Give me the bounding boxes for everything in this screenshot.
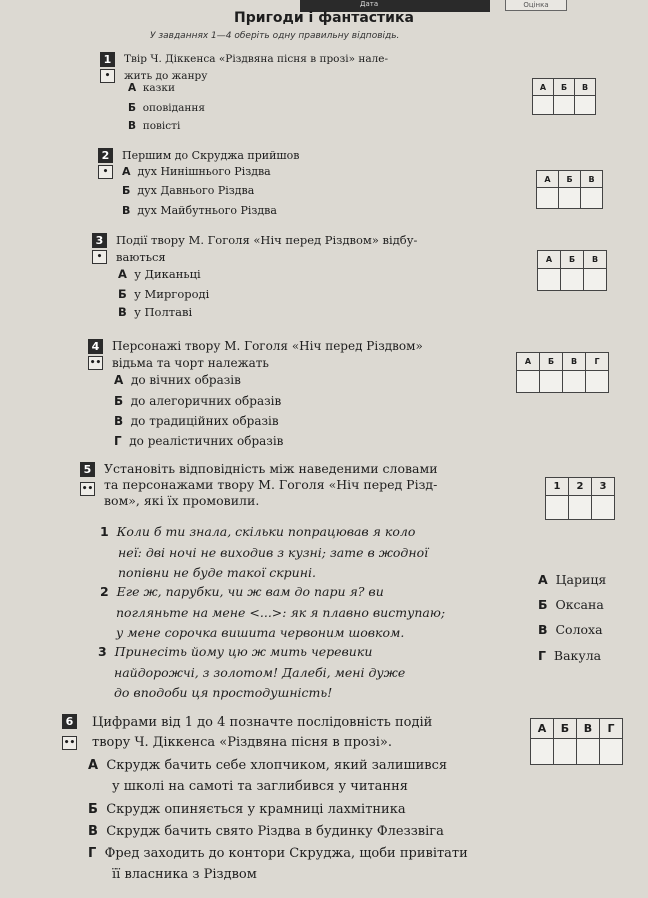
answer-grid-5: 1 2 3	[545, 477, 615, 520]
answer-cell[interactable]	[581, 188, 603, 209]
option-c: В у Полтаві	[118, 305, 193, 319]
answer-cell[interactable]	[538, 269, 561, 291]
question-number: 2	[98, 148, 113, 163]
option-a: А дух Нинішнього Різдва	[122, 165, 271, 178]
answer-cell[interactable]	[577, 739, 600, 765]
answer-cell[interactable]	[554, 96, 575, 115]
question-number: 5	[80, 462, 95, 477]
option-a: А до вічних образів	[114, 373, 241, 387]
answer-b: Б Оксана	[538, 597, 604, 612]
answer-cell[interactable]	[592, 496, 615, 520]
answer-cell[interactable]	[575, 96, 596, 115]
question-text: Цифрами від 1 до 4 позначте послідовність подій твору Ч. Діккенса «Різдвяна пісня в прозі».	[92, 715, 433, 750]
option-b: Б оповідання	[128, 102, 205, 114]
quote-line: найдорожчі, з золотом! Далебі, мені дуже	[114, 665, 406, 680]
quote-line: погляньте на мене <...>: як я плавно виступаю;	[116, 605, 446, 620]
quote-1: 1 Коли б ти знала, скільки попрацював я коло	[100, 524, 416, 539]
answer-cell[interactable]	[540, 371, 563, 393]
answer-cell[interactable]	[584, 269, 607, 291]
question-text: Першим до Скруджа прийшов	[122, 149, 300, 162]
answer-cell[interactable]	[600, 739, 623, 765]
question-number: 4	[88, 339, 103, 354]
event-a: А Скрудж бачить себе хлопчиком, який залишився	[88, 758, 448, 773]
question-text: Твір Ч. Діккенса «Різдвяна пісня в прозі» нале- жить до жанру	[124, 53, 389, 82]
instruction: У завданнях 1—4 оберіть одну правильну відповідь.	[150, 31, 400, 41]
answer-cell[interactable]	[546, 496, 569, 520]
difficulty-dots: ••	[81, 484, 94, 494]
question-text: Персонажі твору М. Гоголя «Ніч перед Різдвом» відьма та чорт належать	[112, 339, 423, 370]
option-a: А казки	[128, 82, 175, 94]
option-b: Б дух Давнього Різдва	[122, 184, 255, 197]
answer-grid-6: А Б В Г	[530, 718, 623, 765]
difficulty-dots: •	[92, 250, 107, 264]
quote-line: до вподоби ця простодушність!	[114, 685, 333, 700]
option-c: В до традиційних образів	[114, 414, 279, 428]
quote-2: 2 Еге ж, парубки, чи ж вам до пари я? ви	[100, 584, 384, 599]
option-b: Б до алегоричних образів	[114, 394, 282, 408]
event-a-line: у школі на самоті та заглибився у читання	[112, 779, 408, 794]
answer-cell[interactable]	[563, 371, 586, 393]
event-d: Г Фред заходить до контори Скруджа, щоби привітати	[88, 846, 468, 861]
page-title: Пригоди і фантастика	[234, 10, 414, 26]
event-c: В Скрудж бачить свято Різдва в будинку Флеззвіга	[88, 824, 444, 839]
quote-3: 3 Принесіть йому цю ж мить черевики	[98, 644, 373, 659]
answer-grid-2: А Б В	[536, 170, 603, 209]
answer-a: А Цариця	[538, 572, 607, 587]
difficulty-dots: •	[98, 165, 113, 179]
date-label: Дата	[360, 0, 379, 8]
difficulty-dots: ••	[63, 738, 76, 748]
question-text: Події твору М. Гоголя «Ніч перед Різдвом» відбу- ваються	[116, 233, 418, 264]
answer-d: Г Вакула	[538, 648, 602, 663]
answer-cell[interactable]	[537, 188, 559, 209]
event-b: Б Скрудж опиняється у крамниці лахмітника	[88, 802, 406, 817]
quote-line: попівни не буде такої скрині.	[118, 565, 316, 580]
answer-grid-1: А Б В	[532, 78, 596, 115]
answer-cell[interactable]	[531, 739, 554, 765]
quote-line: неї: дві ночі не виходив з кузні; зате в жодної	[118, 545, 429, 560]
answer-cell[interactable]	[517, 371, 540, 393]
answer-cell[interactable]	[533, 96, 554, 115]
option-c: В повісті	[128, 120, 181, 132]
answer-cell[interactable]	[561, 269, 584, 291]
question-number: 3	[92, 233, 107, 248]
answer-cell[interactable]	[559, 188, 581, 209]
question-number: 1	[100, 52, 115, 67]
answer-cell[interactable]	[554, 739, 577, 765]
answer-grid-4: А Б В Г	[516, 352, 609, 393]
difficulty-dots: •	[100, 69, 115, 83]
difficulty-dots: ••	[89, 358, 102, 368]
grade-box: Оцінка	[505, 0, 567, 11]
answer-grid-3: А Б В	[537, 250, 607, 291]
event-d-line: її власника з Різдвом	[112, 867, 257, 882]
option-a: А у Диканьці	[118, 267, 201, 281]
option-b: Б у Миргороді	[118, 287, 210, 301]
option-c: В дух Майбутнього Різдва	[122, 204, 277, 217]
question-number: 6	[62, 714, 77, 729]
question-text: Установіть відповідність між наведеними словами та персонажами твору М. Гоголя «Ніч перед Різд- вом», які їх промовили.	[104, 461, 438, 508]
quote-line: у мене сорочка вишита червоним шовком.	[116, 625, 405, 640]
answer-c: В Солоха	[538, 622, 603, 637]
option-d: Г до реалістичних образів	[114, 434, 284, 448]
answer-cell[interactable]	[586, 371, 609, 393]
answer-cell[interactable]	[569, 496, 592, 520]
